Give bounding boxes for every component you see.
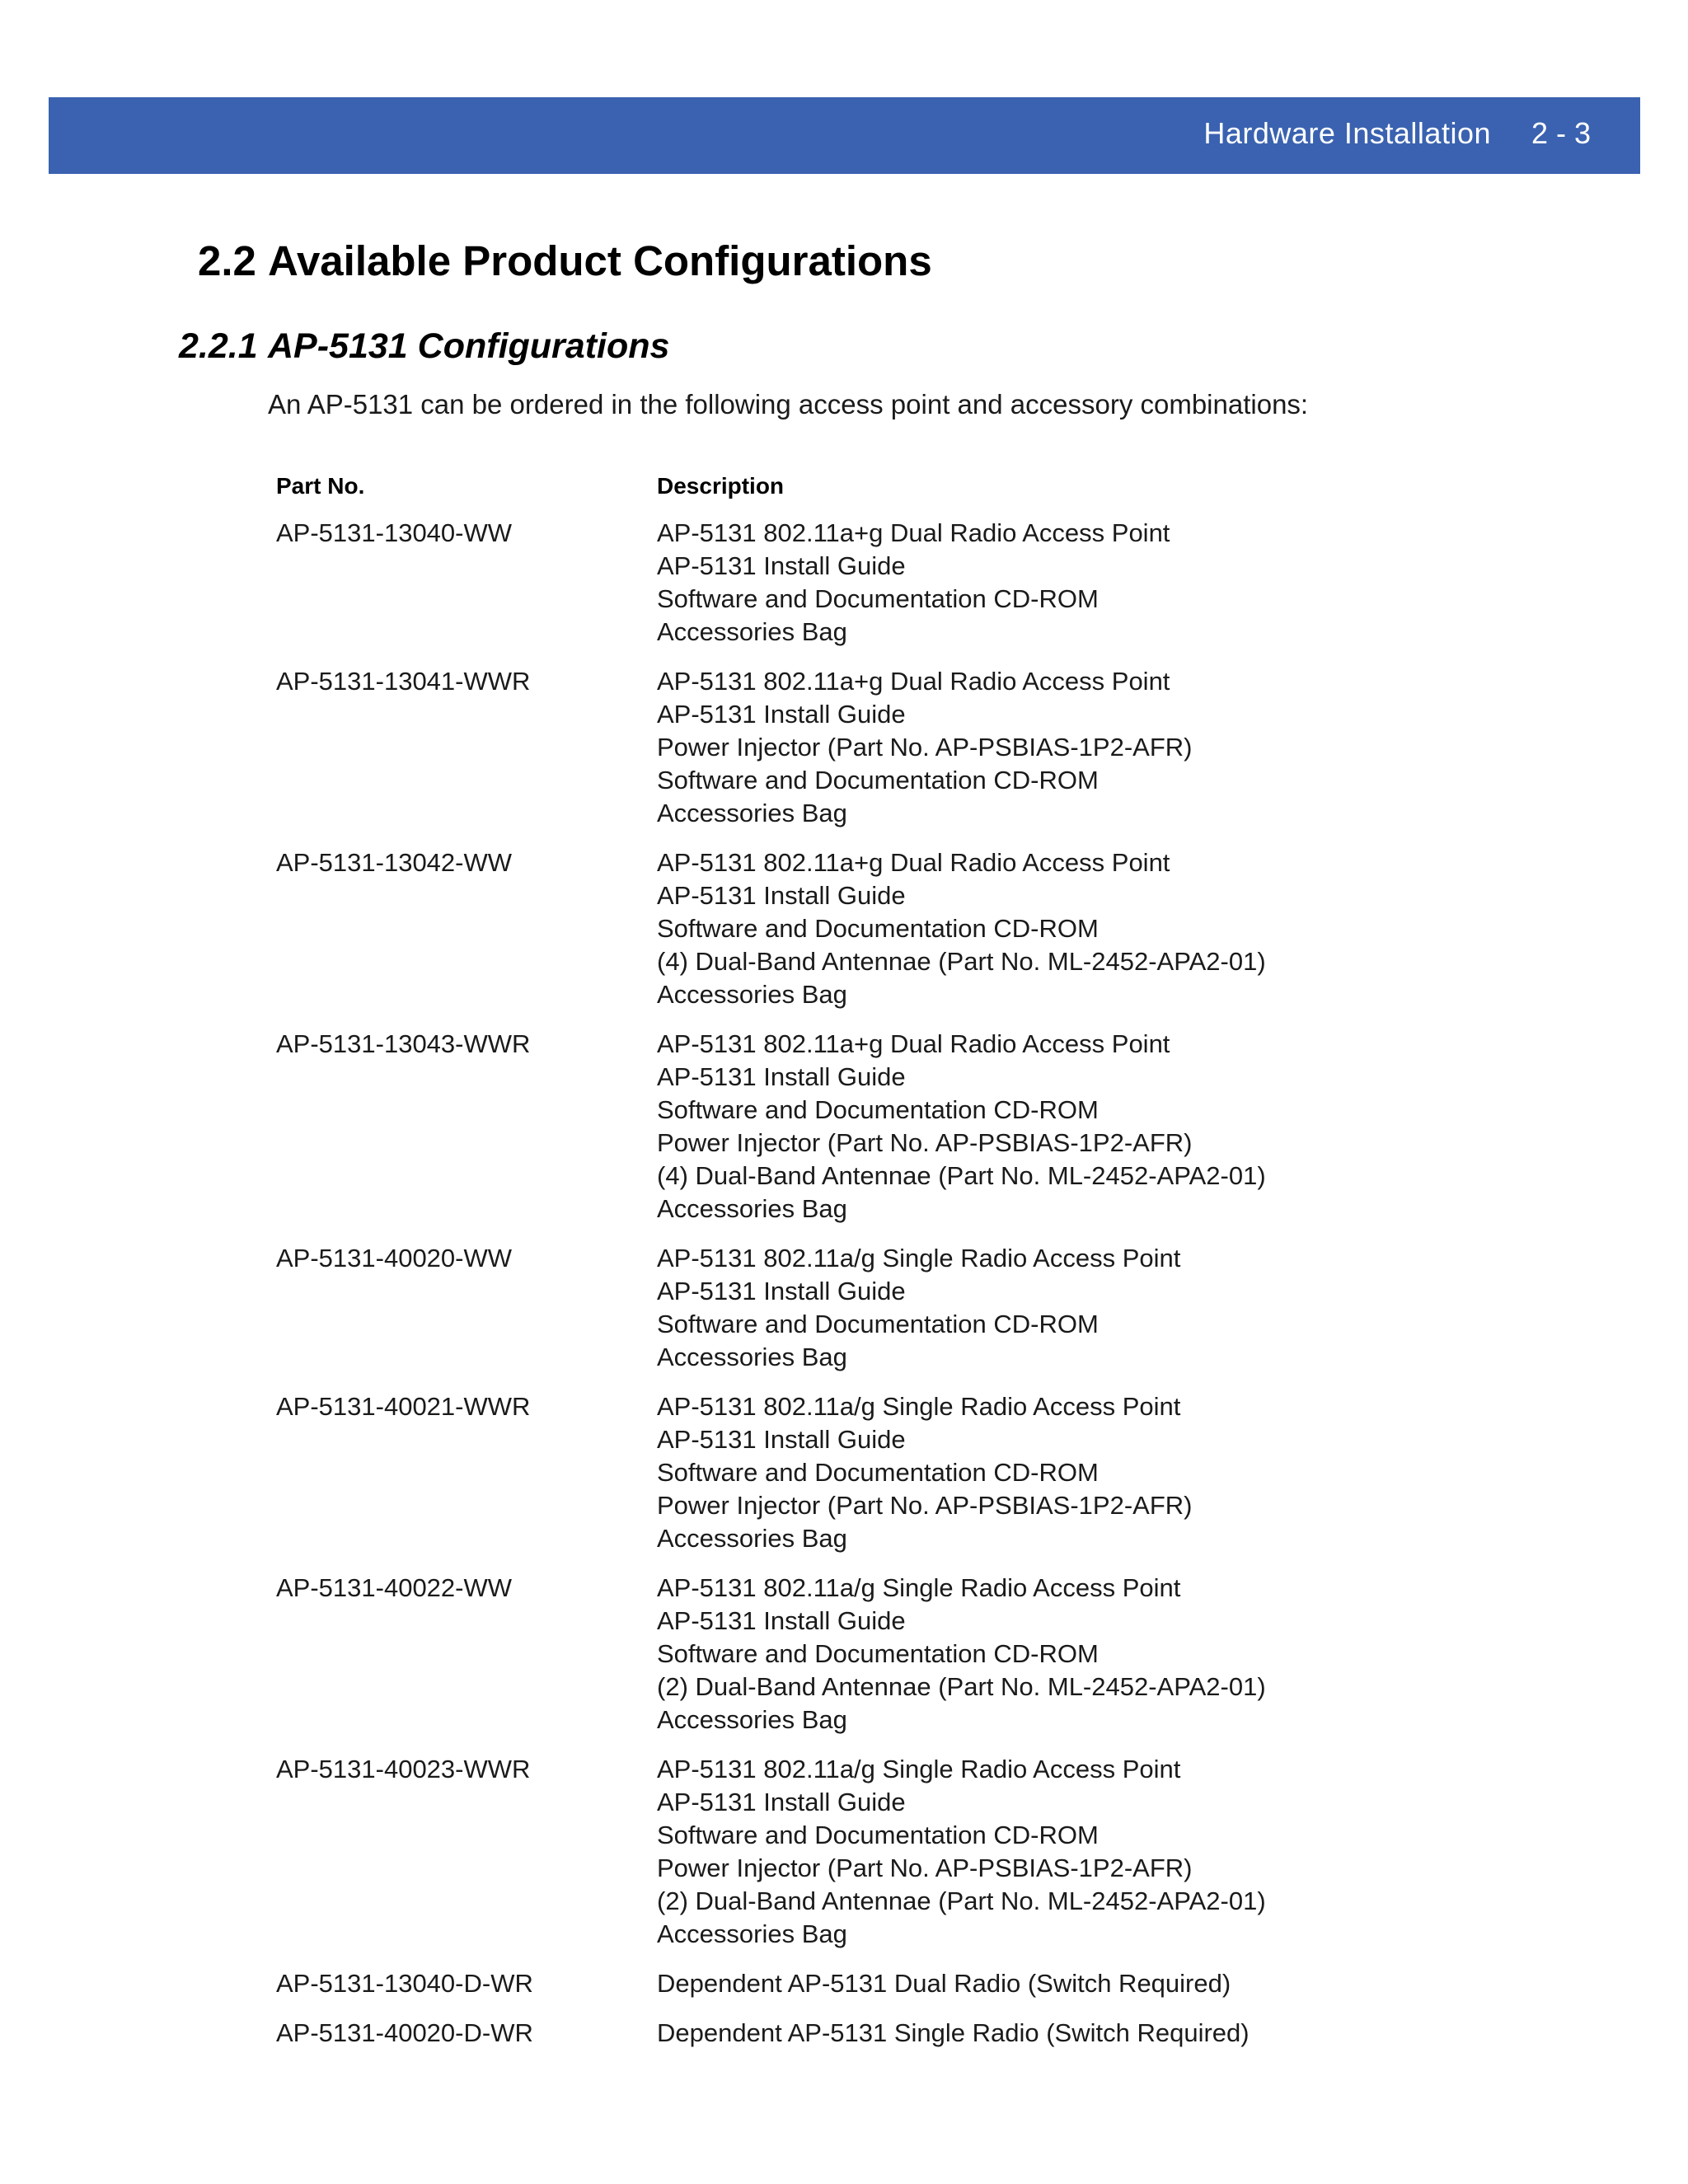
description-cell [657, 1390, 1193, 1555]
section-number: 2.2 [198, 237, 256, 284]
chapter-title: Hardware Installation [1203, 116, 1491, 150]
description-line: Accessories Bag [657, 1919, 847, 1948]
description-cell [657, 846, 1266, 1011]
subsection-heading [179, 324, 669, 368]
description-cell [657, 1242, 1180, 1374]
description-cell [657, 1967, 1231, 2000]
description-line: Dependent AP-5131 Dual Radio (Switch Required) [657, 1969, 1231, 1998]
description-line: AP-5131 802.11a/g Single Radio Access Point [657, 1392, 1181, 1421]
part-number: AP-5131-40022-WW [276, 1573, 513, 1602]
description-line: Software and Documentation CD-ROM [657, 1458, 1099, 1487]
description-line: AP-5131 Install Guide [657, 1425, 906, 1454]
description-line: Power Injector (Part No. AP-PSBIAS-1P2-AFR) [657, 733, 1193, 762]
part-number: AP-5131-13042-WW [276, 848, 513, 877]
description-line: Accessories Bag [657, 1705, 847, 1734]
column-header-description: Description [657, 473, 785, 499]
description-line: AP-5131 802.11a/g Single Radio Access Point [657, 1244, 1181, 1272]
description-line: AP-5131 802.11a+g Dual Radio Access Point [657, 518, 1170, 547]
description-line: Software and Documentation CD-ROM [657, 914, 1099, 943]
part-number: AP-5131-13041-WWR [276, 667, 531, 696]
description-line: AP-5131 802.11a/g Single Radio Access Point [657, 1755, 1181, 1783]
description-line: Power Injector (Part No. AP-PSBIAS-1P2-AFR) [657, 1491, 1193, 1520]
description-line: Software and Documentation CD-ROM [657, 1821, 1099, 1849]
description-cell [657, 1572, 1266, 1736]
part-number: AP-5131-13040-WW [276, 518, 513, 547]
description-cell [657, 2017, 1250, 2050]
part-number: AP-5131-40021-WWR [276, 1392, 531, 1421]
description-line: Software and Documentation CD-ROM [657, 1095, 1099, 1124]
description-line: Accessories Bag [657, 1194, 847, 1223]
page-header-bar [49, 97, 1640, 174]
description-line: Accessories Bag [657, 799, 847, 827]
description-line: Accessories Bag [657, 1524, 847, 1553]
description-line: AP-5131 802.11a+g Dual Radio Access Point [657, 667, 1170, 696]
description-line: AP-5131 Install Guide [657, 1062, 906, 1091]
description-line: (4) Dual-Band Antennae (Part No. ML-2452-APA2-01) [657, 947, 1266, 976]
description-line: Power Injector (Part No. AP-PSBIAS-1P2-AFR) [657, 1128, 1193, 1157]
description-cell [657, 1753, 1266, 1951]
description-line: Software and Documentation CD-ROM [657, 1310, 1099, 1338]
part-number: AP-5131-13040-D-WR [276, 1969, 533, 1998]
description-line: AP-5131 Install Guide [657, 881, 906, 910]
column-header-part-no: Part No. [276, 473, 365, 499]
description-line: AP-5131 802.11a+g Dual Radio Access Point [657, 1029, 1170, 1058]
page-number: 2 - 3 [1531, 116, 1591, 150]
description-line: AP-5131 Install Guide [657, 551, 906, 580]
description-line: (2) Dual-Band Antennae (Part No. ML-2452-APA2-01) [657, 1672, 1266, 1701]
description-line: AP-5131 802.11a/g Single Radio Access Point [657, 1573, 1181, 1602]
description-cell [657, 665, 1193, 830]
part-number: AP-5131-40020-WW [276, 1244, 513, 1272]
intro-paragraph: An AP-5131 can be ordered in the following access point and accessory combinations: [268, 389, 1309, 419]
section-title: Available Product Configurations [268, 237, 932, 284]
subsection-number: 2.2.1 [179, 326, 258, 366]
description-line: Software and Documentation CD-ROM [657, 584, 1099, 613]
description-cell [657, 1028, 1266, 1226]
description-line: AP-5131 Install Guide [657, 700, 906, 729]
section-heading [198, 235, 932, 288]
description-cell [657, 517, 1170, 649]
description-line: (4) Dual-Band Antennae (Part No. ML-2452-APA2-01) [657, 1161, 1266, 1190]
description-line: Software and Documentation CD-ROM [657, 1639, 1099, 1668]
description-line: Dependent AP-5131 Single Radio (Switch Required) [657, 2018, 1250, 2047]
description-line: AP-5131 Install Guide [657, 1788, 906, 1816]
description-line: AP-5131 Install Guide [657, 1606, 906, 1635]
description-line: (2) Dual-Band Antennae (Part No. ML-2452-APA2-01) [657, 1886, 1266, 1915]
description-line: AP-5131 802.11a+g Dual Radio Access Point [657, 848, 1170, 877]
description-line: Accessories Bag [657, 1343, 847, 1371]
part-number: AP-5131-40020-D-WR [276, 2018, 533, 2047]
part-number: AP-5131-40023-WWR [276, 1755, 531, 1783]
description-line: Accessories Bag [657, 617, 847, 646]
description-line: AP-5131 Install Guide [657, 1277, 906, 1305]
description-line: Accessories Bag [657, 980, 847, 1009]
description-line: Power Injector (Part No. AP-PSBIAS-1P2-AFR) [657, 1854, 1193, 1882]
part-number: AP-5131-13043-WWR [276, 1029, 531, 1058]
subsection-title: AP-5131 Configurations [268, 326, 670, 366]
description-line: Software and Documentation CD-ROM [657, 766, 1099, 794]
